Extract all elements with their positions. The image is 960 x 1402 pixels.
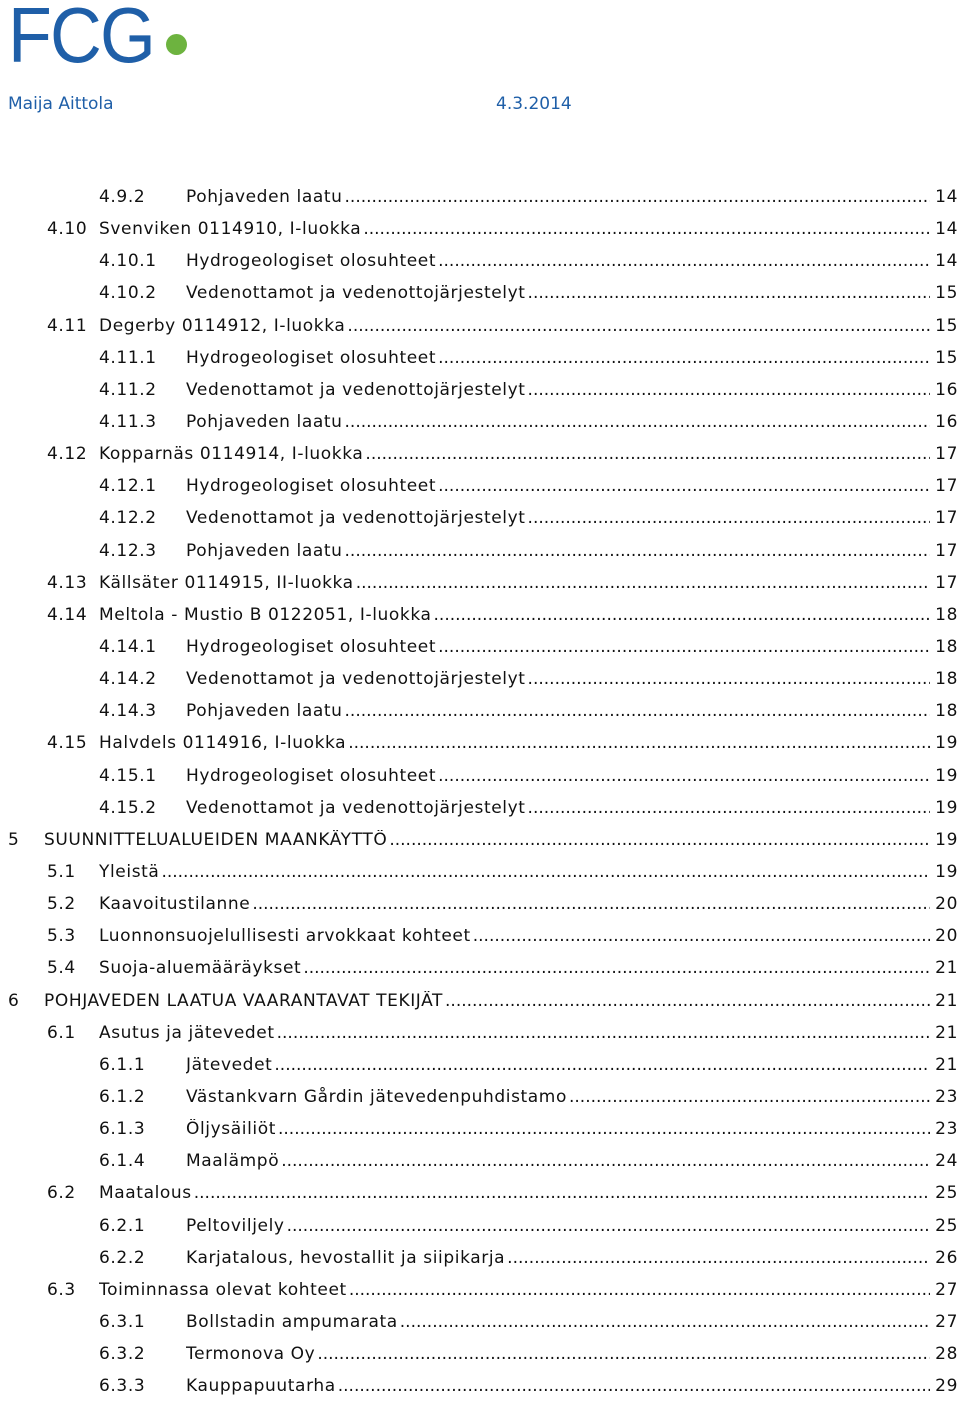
toc-dot-leader (317, 1344, 930, 1364)
toc-entry-title: Kauppapuutarha (186, 1376, 336, 1397)
toc-entry-number: 4.11.3 (99, 412, 157, 433)
toc-entry-number: 4.9.2 (99, 187, 146, 208)
toc-entry-title: Västankvarn Gårdin jätevedenpuhdistamo (186, 1087, 567, 1107)
toc-dot-leader (473, 926, 930, 946)
toc-entry-title: Maalämpö (186, 1151, 280, 1172)
toc-entry-number: 6.1 (47, 1022, 76, 1043)
toc-entry-title: Hydrogeologiset olosuhteet (186, 637, 437, 658)
toc-entry-title: Vedenottamot ja vedenottojärjestelyt (186, 669, 526, 690)
toc-entry-number: 6.2 (47, 1183, 76, 1204)
toc-entry[interactable] (0, 1306, 960, 1338)
toc-entry-title: Suoja-aluemääräykset (99, 958, 302, 979)
toc-entry-text (186, 669, 930, 689)
toc-entry-page: 14 (935, 187, 958, 208)
toc-dot-leader (438, 766, 930, 786)
toc-entry-text (186, 637, 930, 657)
toc-entry-title: Karjatalous, hevostallit ja siipikarja (186, 1247, 506, 1268)
toc-entry-number: 6.1.1 (99, 1054, 146, 1075)
toc-entry[interactable] (0, 277, 960, 309)
toc-entry-text (99, 444, 930, 464)
toc-entry-text (186, 1055, 930, 1075)
toc-entry-page: 29 (935, 1376, 958, 1397)
toc-dot-leader (365, 444, 930, 464)
toc-dot-leader (400, 1312, 930, 1332)
toc-entry-page: 17 (935, 572, 958, 593)
toc-entry-number: 4.10.1 (99, 251, 157, 272)
toc-entry-number: 6.1.2 (99, 1087, 146, 1107)
toc-entry[interactable] (0, 1274, 960, 1306)
toc-entry-page: 19 (935, 797, 958, 818)
header-author: Maija Aittola (8, 94, 114, 114)
toc-entry-title: Hydrogeologiset olosuhteet (186, 765, 437, 786)
toc-entry-page: 23 (935, 1087, 958, 1107)
toc-entry[interactable] (0, 920, 960, 952)
toc-dot-leader (345, 541, 930, 561)
toc-entry-number: 4.15.2 (99, 797, 157, 818)
toc-entry-page: 16 (935, 412, 958, 433)
toc-entry-title: Degerby 0114912, I-luokka (99, 315, 346, 336)
toc-entry-page: 16 (935, 379, 958, 400)
toc-entry[interactable] (0, 1338, 960, 1370)
toc-entry[interactable] (0, 181, 960, 213)
toc-entry[interactable] (0, 1242, 960, 1274)
toc-entry[interactable] (0, 567, 960, 599)
toc-entry-text (186, 1151, 930, 1171)
toc-entry-title: Asutus ja jätevedet (99, 1022, 275, 1043)
toc-entry-page: 21 (935, 1022, 958, 1043)
toc-dot-leader (507, 1248, 930, 1268)
toc-entry[interactable] (0, 342, 960, 374)
toc-entry[interactable] (0, 695, 960, 727)
toc-dot-leader (434, 605, 930, 625)
toc-entry-title: Yleistä (99, 862, 160, 883)
toc-entry-title: Vedenottamot ja vedenottojärjestelyt (186, 379, 526, 400)
toc-dot-leader (363, 219, 930, 239)
toc-entry-page: 14 (935, 251, 958, 272)
toc-entry-number: 4.12 (47, 444, 88, 465)
toc-entry[interactable] (0, 470, 960, 502)
toc-dot-leader (281, 1151, 930, 1171)
toc-entry[interactable] (0, 824, 960, 856)
toc-entry-number: 4.11.2 (99, 379, 157, 400)
toc-entry[interactable] (0, 1017, 960, 1049)
toc-entry-title: POHJAVEDEN LAATUA VAARANTAVAT TEKIJÄT (44, 990, 444, 1011)
toc-entry-title: Öljysäiliöt (186, 1119, 276, 1140)
toc-entry[interactable] (0, 792, 960, 824)
toc-entry-text (99, 1023, 930, 1043)
toc-entry-number: 5 (8, 829, 20, 850)
toc-entry-number: 4.10 (47, 219, 88, 240)
toc-entry-text (99, 573, 930, 593)
toc-entry-page: 17 (935, 444, 958, 465)
toc-entry[interactable] (0, 502, 960, 534)
toc-entry-title: SUUNNITTELUALUEIDEN MAANKÄYTTÖ (44, 829, 388, 850)
toc-entry-number: 4.14.3 (99, 701, 157, 722)
toc-entry-number: 6.1.3 (99, 1119, 146, 1140)
toc-entry[interactable] (0, 1370, 960, 1402)
toc-entry-title: Källsäter 0114915, II-luokka (99, 572, 354, 593)
toc-entry-title: Pohjaveden laatu (186, 701, 343, 722)
toc-entry-title: Bollstadin ampumarata (186, 1311, 398, 1332)
toc-dot-leader (252, 894, 930, 914)
toc-entry-number: 5.4 (47, 958, 76, 979)
toc-entry-text (186, 1376, 930, 1396)
toc-entry-number: 6 (8, 990, 20, 1011)
toc-dot-leader (277, 1023, 930, 1043)
header-date: 4.3.2014 (496, 94, 572, 114)
toc-dot-leader (438, 637, 930, 657)
toc-entry-number: 6.2.1 (99, 1215, 146, 1236)
toc-entry-text (186, 380, 930, 400)
toc-dot-leader (528, 380, 930, 400)
toc-entry-text (186, 187, 930, 207)
toc-entry-number: 6.1.4 (99, 1151, 146, 1172)
toc-entry-text (186, 251, 930, 271)
toc-entry-number: 6.3.2 (99, 1344, 146, 1365)
toc-entry-page: 15 (935, 283, 958, 304)
toc-entry-text (99, 219, 930, 239)
toc-entry-title: Jätevedet (186, 1054, 273, 1075)
toc-dot-leader (528, 669, 930, 689)
toc-dot-leader (569, 1087, 930, 1107)
toc-entry-page: 25 (935, 1215, 958, 1236)
toc-entry[interactable] (0, 213, 960, 245)
toc-dot-leader (356, 573, 930, 593)
toc-entry-text (186, 1344, 930, 1364)
toc-entry[interactable] (0, 406, 960, 438)
table-of-contents (0, 181, 960, 1402)
toc-entry-title: Peltoviljely (186, 1215, 285, 1236)
toc-entry-text (99, 733, 930, 753)
toc-entry-number: 4.14.2 (99, 669, 157, 690)
toc-entry-page: 18 (935, 604, 958, 625)
toc-entry-page: 19 (935, 765, 958, 786)
toc-dot-leader (194, 1183, 930, 1203)
toc-entry-page: 21 (935, 958, 958, 979)
toc-entry-text (186, 412, 930, 432)
toc-entry-text (99, 1183, 930, 1203)
toc-dot-leader (528, 798, 930, 818)
toc-entry[interactable] (0, 952, 960, 984)
toc-dot-leader (345, 412, 930, 432)
toc-entry-number: 4.11 (47, 315, 88, 336)
toc-entry-number: 5.2 (47, 894, 76, 915)
toc-entry-text (186, 1248, 930, 1268)
toc-entry-number: 6.2.2 (99, 1247, 146, 1268)
toc-dot-leader (345, 187, 930, 207)
toc-entry-page: 20 (935, 926, 958, 947)
toc-entry-number: 5.3 (47, 926, 76, 947)
toc-entry-title: Hydrogeologiset olosuhteet (186, 476, 437, 497)
toc-dot-leader (278, 1119, 930, 1139)
toc-entry-text (99, 958, 930, 978)
toc-dot-leader (303, 958, 930, 978)
toc-entry[interactable] (0, 760, 960, 792)
toc-entry[interactable] (0, 245, 960, 277)
toc-entry-text (99, 605, 930, 625)
toc-entry[interactable] (0, 985, 960, 1017)
toc-entry[interactable] (0, 631, 960, 663)
toc-entry-title: Vedenottamot ja vedenottojärjestelyt (186, 508, 526, 529)
toc-entry-text (186, 798, 930, 818)
toc-entry-title: Meltola - Mustio B 0122051, I-luokka (99, 604, 432, 625)
toc-entry-text (186, 283, 930, 303)
toc-entry-text (186, 348, 930, 368)
toc-entry-page: 26 (935, 1247, 958, 1268)
toc-entry-title: Svenviken 0114910, I-luokka (99, 219, 362, 240)
toc-entry-title: Hydrogeologiset olosuhteet (186, 251, 437, 272)
toc-entry-text (186, 476, 930, 496)
toc-entry-text (186, 1119, 930, 1139)
logo-text: FCG (8, 0, 154, 79)
toc-entry[interactable] (0, 727, 960, 759)
toc-entry-title: Hydrogeologiset olosuhteet (186, 347, 437, 368)
toc-entry-number: 4.14 (47, 604, 88, 625)
toc-entry-number: 4.10.2 (99, 283, 157, 304)
toc-entry-page: 28 (935, 1344, 958, 1365)
toc-entry-text (186, 541, 930, 561)
toc-dot-leader (338, 1376, 930, 1396)
toc-entry-text (99, 1280, 930, 1300)
toc-entry-text (99, 926, 930, 946)
toc-entry[interactable] (0, 1081, 960, 1113)
toc-dot-leader (348, 733, 930, 753)
toc-entry-number: 4.12.2 (99, 508, 157, 529)
toc-entry-number: 6.3.3 (99, 1376, 146, 1397)
fcg-logo (8, 0, 167, 79)
toc-dot-leader (445, 991, 930, 1011)
toc-dot-leader (161, 862, 930, 882)
toc-entry-page: 21 (935, 1054, 958, 1075)
toc-entry-page: 23 (935, 1119, 958, 1140)
toc-entry-title: Maatalous (99, 1183, 192, 1204)
toc-entry[interactable] (0, 888, 960, 920)
toc-entry[interactable] (0, 438, 960, 470)
toc-entry-page: 18 (935, 669, 958, 690)
toc-entry[interactable] (0, 374, 960, 406)
toc-entry-page: 19 (935, 862, 958, 883)
toc-dot-leader (528, 283, 930, 303)
toc-entry-text (186, 508, 930, 528)
toc-entry-page: 15 (935, 347, 958, 368)
toc-entry[interactable] (0, 663, 960, 695)
toc-entry-page: 20 (935, 894, 958, 915)
toc-entry-title: Kaavoitustilanne (99, 894, 251, 915)
toc-entry[interactable] (0, 856, 960, 888)
toc-entry-number: 4.12.3 (99, 540, 157, 561)
toc-entry-number: 6.3.1 (99, 1311, 146, 1332)
toc-entry[interactable] (0, 599, 960, 631)
toc-entry-text (44, 991, 930, 1011)
toc-dot-leader (347, 316, 930, 336)
toc-entry-number: 4.15.1 (99, 765, 157, 786)
toc-entry[interactable] (0, 1113, 960, 1145)
toc-entry-text (186, 1312, 930, 1332)
toc-entry[interactable] (0, 1177, 960, 1209)
logo-dot-icon (166, 34, 187, 55)
toc-entry-page: 24 (935, 1151, 958, 1172)
toc-entry-page: 27 (935, 1311, 958, 1332)
toc-entry-page: 18 (935, 637, 958, 658)
toc-entry-title: Halvdels 0114916, I-luokka (99, 733, 347, 754)
toc-entry-page: 17 (935, 508, 958, 529)
toc-dot-leader (438, 476, 930, 496)
toc-entry-page: 27 (935, 1279, 958, 1300)
toc-entry-number: 4.12.1 (99, 476, 157, 497)
toc-entry-title: Kopparnäs 0114914, I-luokka (99, 444, 364, 465)
toc-entry-number: 4.11.1 (99, 347, 157, 368)
toc-entry-page: 15 (935, 315, 958, 336)
toc-dot-leader (349, 1280, 930, 1300)
toc-entry-text (99, 894, 930, 914)
toc-entry-number: 6.3 (47, 1279, 76, 1300)
toc-entry-title: Pohjaveden laatu (186, 187, 343, 208)
toc-entry-page: 17 (935, 540, 958, 561)
toc-entry-text (99, 316, 930, 336)
toc-entry-number: 4.13 (47, 572, 88, 593)
toc-dot-leader (438, 348, 930, 368)
toc-entry-page: 19 (935, 829, 958, 850)
toc-entry-title: Termonova Oy (186, 1344, 316, 1365)
toc-entry-title: Vedenottamot ja vedenottojärjestelyt (186, 283, 526, 304)
toc-entry-number: 5.1 (47, 862, 76, 883)
toc-entry-title: Pohjaveden laatu (186, 412, 343, 433)
toc-dot-leader (438, 251, 930, 271)
toc-dot-leader (345, 701, 930, 721)
toc-entry-page: 25 (935, 1183, 958, 1204)
toc-entry-text (99, 862, 930, 882)
toc-dot-leader (287, 1216, 930, 1236)
toc-entry-text (186, 766, 930, 786)
toc-entry[interactable] (0, 1145, 960, 1177)
toc-entry[interactable] (0, 310, 960, 342)
toc-entry-page: 21 (935, 990, 958, 1011)
toc-entry[interactable] (0, 1049, 960, 1081)
toc-entry-text (44, 830, 930, 850)
toc-entry[interactable] (0, 535, 960, 567)
toc-entry-title: Pohjaveden laatu (186, 540, 343, 561)
toc-dot-leader (389, 830, 930, 850)
toc-entry-page: 18 (935, 701, 958, 722)
toc-entry-page: 14 (935, 219, 958, 240)
toc-entry-text (186, 701, 930, 721)
toc-dot-leader (274, 1055, 930, 1075)
toc-entry[interactable] (0, 1210, 960, 1242)
toc-entry-number: 4.15 (47, 733, 88, 754)
toc-entry-title: Vedenottamot ja vedenottojärjestelyt (186, 797, 526, 818)
toc-entry-text (186, 1216, 930, 1236)
toc-entry-page: 19 (935, 733, 958, 754)
toc-entry-text (186, 1087, 930, 1107)
toc-entry-title: Luonnonsuojelullisesti arvokkaat kohteet (99, 926, 471, 947)
toc-entry-page: 17 (935, 476, 958, 497)
toc-entry-title: Toiminnassa olevat kohteet (99, 1279, 347, 1300)
toc-entry-number: 4.14.1 (99, 637, 157, 658)
toc-dot-leader (528, 508, 930, 528)
